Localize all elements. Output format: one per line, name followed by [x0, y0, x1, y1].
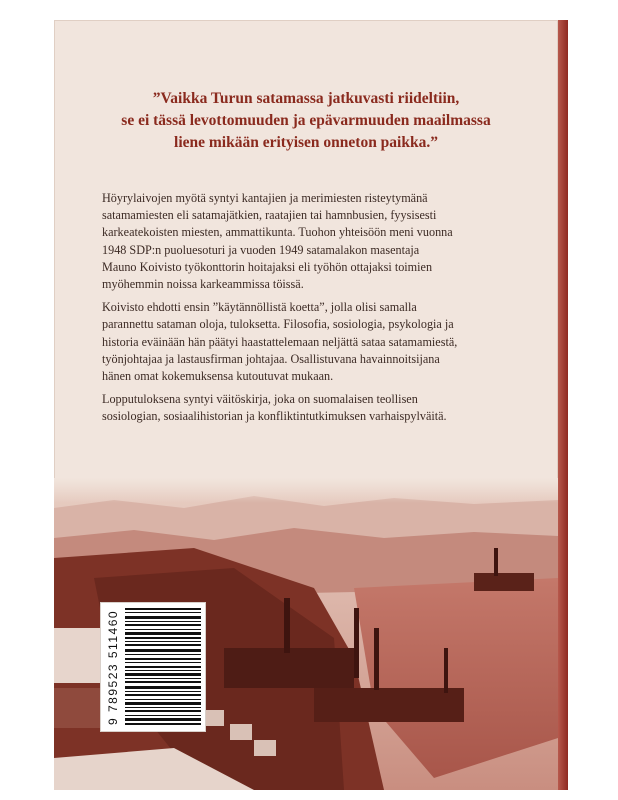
quote-line: liene mikään erityisen onneton paikka.”: [174, 134, 438, 151]
blurb-line: Höyrylaivojen myötä syntyi kantajien ja merimiesten risteytymänä: [102, 191, 428, 205]
blurb-line: Mauno Koivisto työkonttorin hoitajaksi eli työhön ottajaksi toimien: [102, 259, 433, 274]
isbn-number: 9 789523 511460: [106, 609, 120, 725]
blurb-line: hänen omat kokemuksensa kutoutuvat mukaan.: [102, 369, 334, 384]
blurb-line: parannettu sataman oloja, tuloksetta. Filosofia, sosiologia, psykologia ja: [102, 317, 454, 332]
blurb-line: historia eväinään hän päätyi haastattelemaan neljättä sataa satamamiestä,: [102, 334, 458, 349]
blurb-line: 1948 SDP:n puoluesoturi ja vuoden 1949 satamalakon masentaja: [102, 242, 420, 257]
blurb-line: työnjohtajaa ja lastausfirman johtajaa. Osallistuvana havainnoitsijana: [102, 351, 440, 366]
blurb-line: karkeatekoisten miesten, ammattikunta. Tuohon yhteisöön meni vuonna: [102, 225, 453, 240]
blurb-paragraph: [102, 299, 526, 385]
blurb-line: Lopputuloksena syntyi väitöskirja, joka on suomalaisen teollisen: [102, 392, 418, 407]
quote-line: se ei tässä levottomuuden ja epävarmuuden maailmassa: [121, 112, 491, 129]
blurb-paragraph: [102, 190, 526, 293]
book-spine-edge: [558, 20, 568, 790]
isbn-barcode: [100, 602, 206, 732]
blurb-text: [102, 190, 526, 432]
barcode-bars: [125, 604, 201, 730]
blurb-line: sosiologian, sosiaalihistorian ja konfliktintutkimuksen varhaispylväitä.: [102, 409, 447, 424]
quote-line: ”Vaikka Turun satamassa jatkuvasti riideltiin,: [152, 90, 460, 107]
cover-quote: [54, 88, 558, 154]
book: [54, 20, 568, 790]
blurb-line: myöhemmin noissa karkeammissa töissä.: [102, 277, 304, 292]
back-cover: [54, 20, 558, 790]
blurb-line: satamamiesten eli satamajätkien, raatajien tai hamnbusien, fyysisesti: [102, 208, 437, 223]
blurb-paragraph: [102, 391, 526, 425]
blurb-line: Koivisto ehdotti ensin ”käytännöllistä koetta”, jolla olisi samalla: [102, 300, 417, 315]
